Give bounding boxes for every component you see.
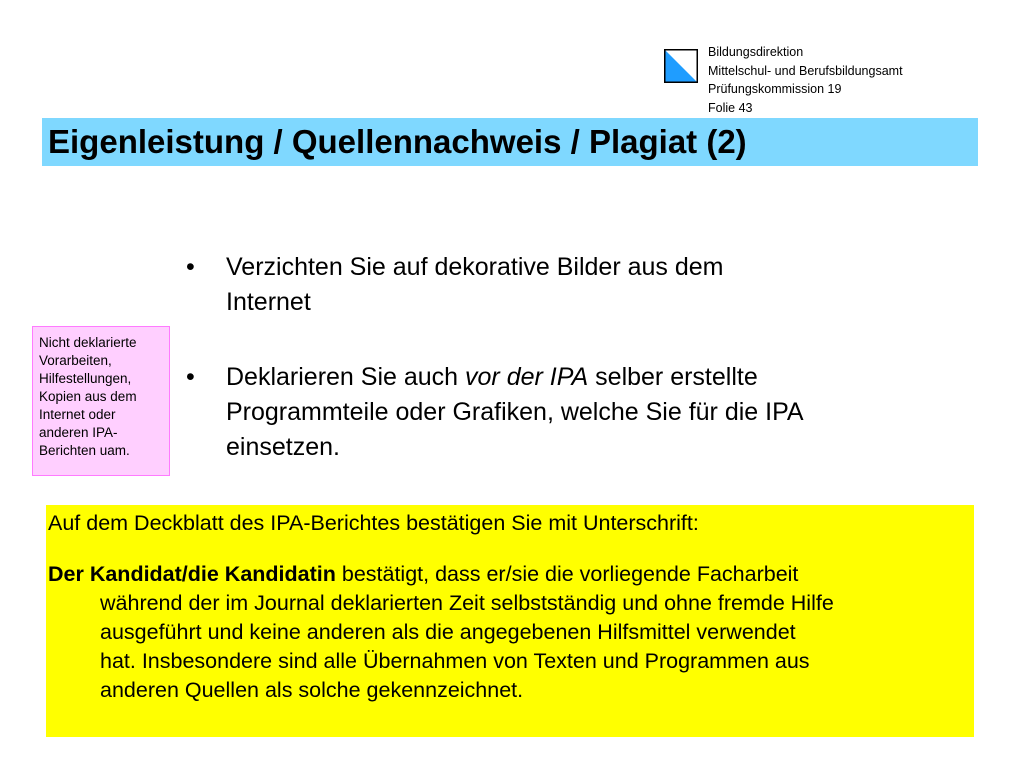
bullet-text-line: einsetzen. — [226, 433, 340, 461]
declaration-line: anderen Quellen als solche gekennzeichnet. — [100, 678, 524, 702]
bullet-text-line: Internet — [226, 288, 311, 316]
declaration-line: hat. Insbesondere sind alle Übernahmen von Texten und Programmen aus — [100, 649, 810, 673]
slide-title: Eigenleistung / Quellennachweis / Plagiat (2) — [48, 123, 747, 160]
side-note — [32, 326, 170, 476]
bullet-item — [186, 250, 976, 320]
note-line: Hilfestellungen, — [39, 371, 132, 386]
note-line: Nicht deklarierte — [39, 335, 137, 350]
bullet-marker: • — [186, 253, 195, 281]
slide-number: Folie 43 — [708, 100, 753, 115]
declaration-intro: Auf dem Deckblatt des IPA-Berichtes bestätigen Sie mit Unterschrift: — [48, 511, 699, 535]
bullet-text-line — [226, 360, 976, 395]
title-bar — [42, 118, 978, 166]
header-line: Bildungsdirektion — [708, 45, 804, 59]
bullet-text: Deklarieren Sie auch — [226, 363, 466, 391]
declaration-text — [48, 560, 972, 705]
declaration-text-part: bestätigt, dass er/sie die vorliegende Facharbeit — [335, 562, 799, 586]
header-line: Mittelschul- und Berufsbildungsamt — [708, 63, 903, 78]
note-line: Internet oder — [39, 407, 116, 422]
declaration-line: ausgeführt und keine anderen als die angegebenen Hilfsmittel verwendet — [100, 620, 796, 644]
emphasized-text: vor der IPA — [465, 363, 589, 391]
note-line: Vorarbeiten, — [39, 353, 112, 368]
bullet-text-line: Programmteile oder Grafiken, welche Sie für die IPA — [226, 398, 804, 426]
declaration-line — [48, 560, 972, 589]
header-info — [708, 43, 903, 117]
declaration-subject: Der Kandidat/die Kandidatin — [48, 562, 336, 586]
declaration-box — [46, 505, 974, 737]
canton-zurich-logo-icon — [664, 49, 698, 83]
declaration-line: während der im Journal deklarierten Zeit selbstständig und ohne fremde Hilfe — [100, 591, 834, 615]
bullet-text-line: Verzichten Sie auf dekorative Bilder aus dem — [226, 253, 724, 281]
note-line: Kopien aus dem — [39, 389, 137, 404]
bullet-text: selber erstellte — [588, 363, 758, 391]
bullet-item — [186, 360, 976, 465]
note-line: Berichten uam. — [39, 443, 130, 458]
header-line: Prüfungskommission 19 — [708, 82, 842, 96]
bullet-list — [186, 250, 976, 465]
bullet-marker: • — [186, 363, 195, 391]
note-line: anderen IPA- — [39, 425, 118, 440]
